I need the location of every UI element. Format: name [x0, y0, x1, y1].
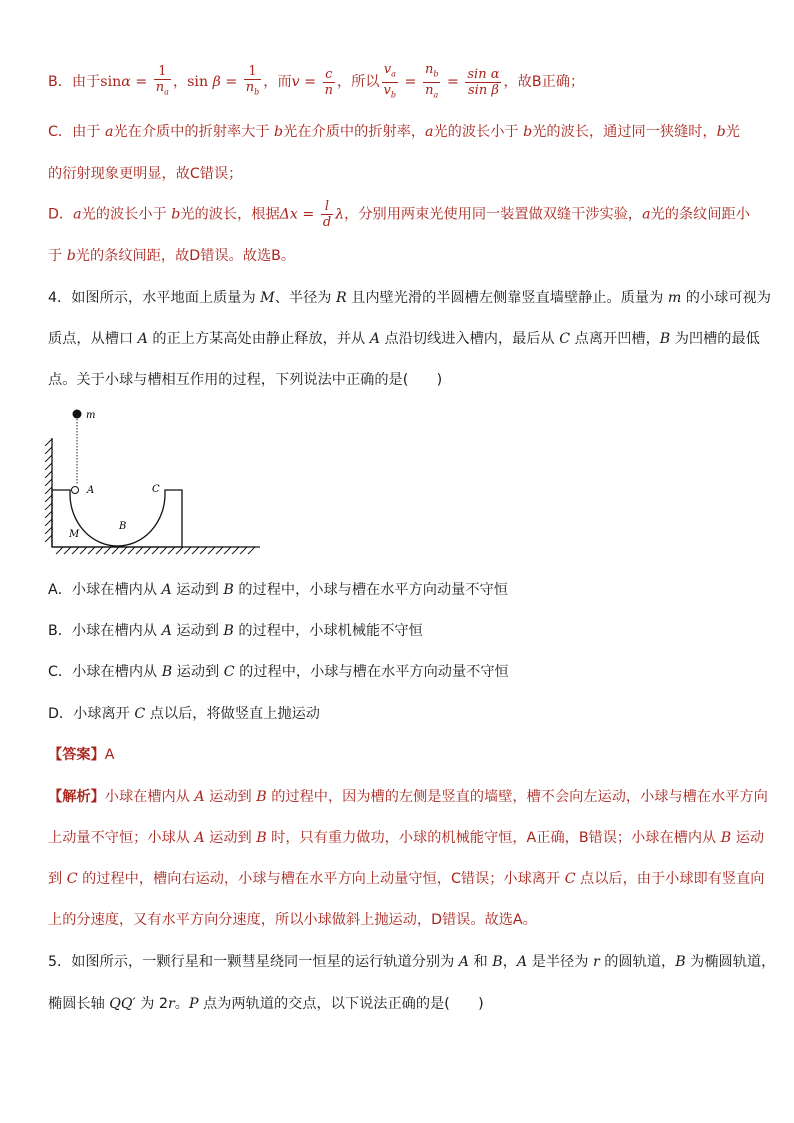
fraction-va-over-vb: $\frac{v_a}{v_b}$ [382, 62, 398, 102]
fraction-c-over-n: $\frac{c}{n}$ [324, 66, 333, 98]
fraction-1-over-na: $\frac{1}{n_a}$ [154, 64, 171, 100]
option-b: B．小球在槽内从 A 运动到 B 的过程中，小球机械能不守恒 [48, 623, 423, 639]
option-c-explanation-line2: 的衍射现象更明显，故C错误； [48, 166, 243, 182]
analysis-line4: 上的分速度，又有水平方向分速度，所以小球做斜上抛运动，D错误。故选A。 [48, 912, 537, 928]
answer-line [48, 745, 114, 765]
wall-hatching [45, 439, 52, 542]
label-m-mass: M [69, 529, 80, 540]
analysis-tag: 【解析】 [48, 789, 105, 805]
answer-tag: 【答案】 [48, 747, 105, 763]
analysis-line1: 【解析】小球在槽内从 A 运动到 B 的过程中，因为槽的左侧是竖直的墙壁，槽不会向左运动，小球与槽在水平方向 [48, 789, 768, 805]
label-m: m [86, 410, 96, 421]
option-c: C．小球在槽内从 B 运动到 C 的过程中，小球与槽在水平方向动量不守恒 [48, 664, 509, 680]
option-d-explanation-line2: 于 b光的条纹间距，故D错误。故选B。 [48, 248, 296, 264]
label-a: A [87, 485, 95, 496]
ground-hatching [56, 547, 255, 554]
option-d-explanation-line1: D．a光的波长小于 b光的波长，根据Δx = $\frac{l}{d}$ λ，分别用两束光使用同一装置做双缝干涉实验，a光的条纹间距小 [48, 199, 750, 230]
option-d: D．小球离开 C 点以后，将做竖直上抛运动 [48, 706, 320, 722]
option-a: A．小球在槽内从 A 运动到 B 的过程中，小球与槽在水平方向动量不守恒 [48, 582, 508, 598]
question-4-line3: 点。关于小球与槽相互作用的过程，下列说法中正确的是( ) [48, 372, 443, 388]
half-pipe-figure [44, 404, 266, 562]
option-c-explanation-line1: C．由于 a光在介质中的折射率大于 b光在介质中的折射率，a光的波长小于 b光的波长，通过同一狭缝时，b光 [48, 124, 740, 140]
answer-value: A [104, 747, 115, 763]
question-5-line2: 椭圆长轴 QQ′ 为 2r。P 点为两轨道的交点，以下说法正确的是( ) [48, 996, 484, 1012]
label-b: B [119, 521, 127, 532]
fraction-1-over-nb: $\frac{1}{n_b}$ [244, 64, 262, 100]
analysis-line3: 到 C 的过程中，槽向右运动，小球与槽在水平方向上动量守恒，C错误；小球离开 C 点以后，由于小球即有竖直向 [48, 871, 765, 887]
label-c: C [152, 484, 160, 495]
question-4-line1: 4．如图所示，水平地面上质量为 M、半径为 R 且内壁光滑的半圆槽左侧靠竖直墙壁静止。质量为 m 的小球可视为 [48, 290, 771, 306]
fraction-nb-over-na: $\frac{n_b}{n_a}$ [423, 62, 441, 102]
point-a-marker [72, 487, 79, 494]
question-4-line2: 质点，从槽口 A 的正上方某高处由静止释放，并从 A 点沿切线进入槽内，最后从 C 点离开凹槽，B 为凹槽的最低 [48, 331, 760, 347]
analysis-line2: 上动量不守恒；小球从 A 运动到 B 时，只有重力做功，小球的机械能守恒，A正确，B错误；小球在槽内从 B 运动 [48, 830, 765, 846]
option-b-explanation: B．由于sinα = $\frac{1}{n_a}$ ，sin β = $\frac{1}{n_b}$ ，而v = $\frac{c}{n}$ ，所以 $\frac{v_a}{v_b}$ = $\frac{n_b}{n_a}$ = $\frac{\text{sin α}}{\text{sin β}}$ ，故B正确； [48, 62, 584, 102]
question-5-line1: 5．如图所示，一颗行星和一颗彗星绕同一恒星的运行轨道分别为 A 和 B，A 是半径为 r 的圆轨道，B 为椭圆轨道， [48, 954, 776, 970]
fraction-l-over-d: $\frac{l}{d}$ [322, 199, 332, 230]
fraction-sin-alpha-over-sin-beta: $\frac{\text{sin α}}{\text{sin β}}$ [467, 66, 500, 98]
ball-m [73, 410, 82, 419]
